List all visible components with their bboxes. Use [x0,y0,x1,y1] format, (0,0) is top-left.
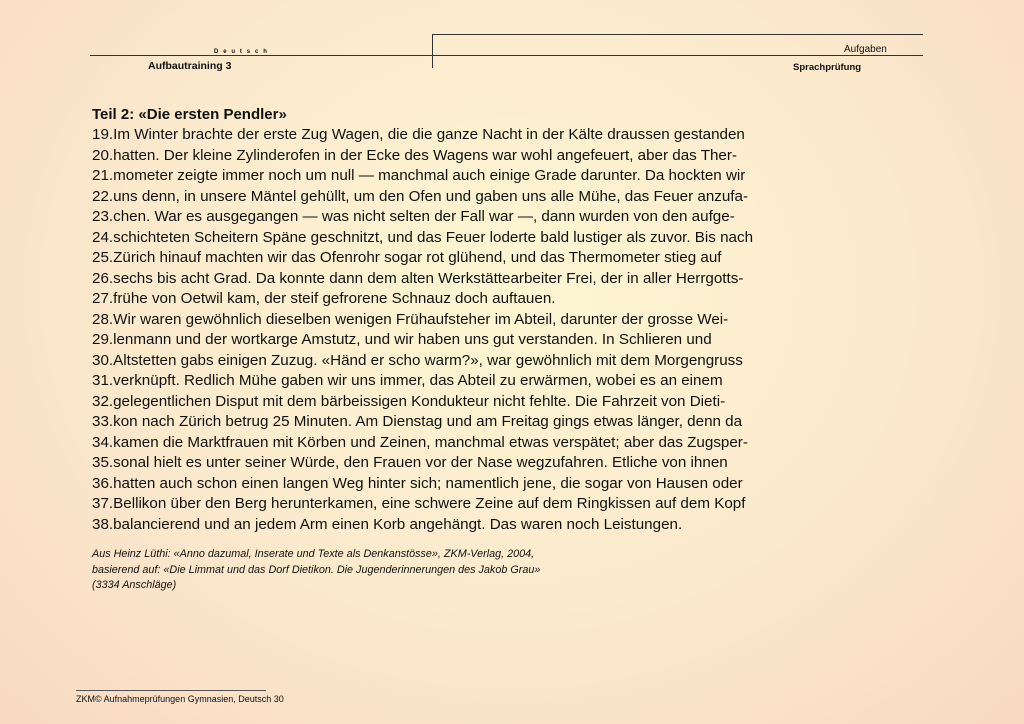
text-line: 33.kon nach Zürich betrug 25 Minuten. Am Dienstag und am Freitag gings etwas länger, denn da [92,413,743,430]
source-line: Aus Heinz Lüthi: «Anno dazumal, Inserate und Texte als Denkanstösse», ZKM-Verlag, 2004, [92,548,535,560]
text-line: 30.Altstetten gabs einigen Zuzug. «Händ er scho warm?», war gewöhnlich mit dem Morgengruss [92,351,743,369]
text-line: 26.sechs bis acht Grad. Da konnte dann dem alten Werkstättearbeiter Frei, der in aller Herrgotts- [92,269,744,287]
header-rule-main [90,55,923,56]
text-line: 24.schichteten Scheitern Späne geschnitzt, und das Feuer loderte bald lustiger als zuvor. Bis nach [92,228,754,246]
text-line: 20.hatten. Der kleine Zylinderofen in der Ecke des Wagens war wohl angefeuert, aber das Ther- [92,146,737,164]
footer-rule [76,690,266,691]
text-line: 36.hatten auch schon einen langen Weg hinter sich; namentlich jene, die sogar von Hausen oder [92,474,743,492]
header-left-label: Aufbautraining 3 [148,60,232,72]
text-line: 22.uns denn, in unsere Mäntel gehüllt, um den Ofen und gaben uns alle Mühe, das Feuer anzufa- [92,187,749,205]
article-title: Teil 2: «Die ersten Pendler» [92,106,287,123]
article-body [92,125,753,535]
footer-text: ZKM© Aufnahmeprüfungen Gymnasien, Deutsch 30 [76,694,284,704]
source-line: basierend auf: «Die Limmat und das Dorf Dietikon. Die Jugenderinnerungen des Jakob Grau» [92,563,541,576]
text-line: 32.gelegentlichen Disput mit dem bärbeissigen Kondukteur nicht fehlte. Die Fahrzeit von Dieti- [92,392,726,410]
text-line: 31.verknüpft. Redlich Mühe gaben wir uns immer, das Abteil zu erwärmen, wobei es an einem [92,372,723,389]
text-line: 34.kamen die Marktfrauen mit Körben und Zeinen, manchmal etwas verspätet; aber das Zugsper- [92,433,748,451]
text-line: 21.mometer zeigte immer noch um null — manchmal auch einige Grade darunter. Da hockten wir [92,167,746,184]
text-line: 38.balancierend und an jedem Arm einen Korb angehängt. Das waren noch Leistungen. [92,515,683,533]
text-line: 19.Im Winter brachte der erste Zug Wagen, die die ganze Nacht in der Kälte draussen gestanden [92,126,745,143]
header-subject: D e u t s c h [214,49,269,55]
text-line: 25.Zürich hinauf machten wir das Ofenrohr sogar rot glühend, und das Thermometer stieg auf [92,249,722,266]
source-char-count: (3334 Anschläge) [92,579,177,591]
text-line: 28.Wir waren gewöhnlich dieselben wenigen Frühaufsteher im Abteil, darunter der grosse Wei- [92,310,729,328]
text-line: 23.chen. War es ausgegangen — was nicht selten der Fall war —, dann wurden von den aufge- [92,208,735,225]
header-aufgaben: Aufgaben [844,44,887,55]
text-line: 29.lenmann und der wortkarge Amstutz, und wir haben uns gut verstanden. In Schlieren und [92,331,712,348]
header-rule-right-top [432,34,923,35]
text-line: 35.sonal hielt es unter seiner Würde, den Frauen vor der Nase wegzufahren. Etliche von ihnen [92,454,728,471]
header-divider [432,34,433,68]
text-line: 37.Bellikon über den Berg herunterkamen, eine schwere Zeine auf dem Ringkissen auf dem Kopf [92,495,746,512]
source-citation [92,547,540,594]
text-line: 27.frühe von Oetwil kam, der steif gefrorene Schnauz doch auftauen. [92,290,556,307]
header-right-label: Sprachprüfung [793,62,862,73]
